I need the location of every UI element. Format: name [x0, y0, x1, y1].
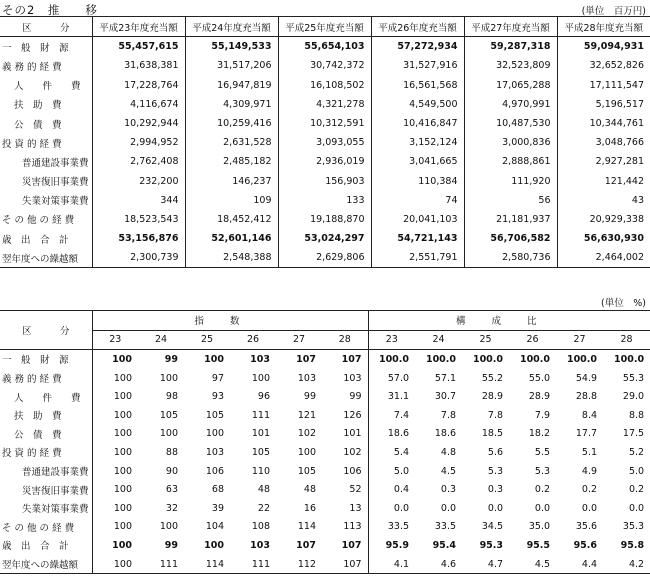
ratio-cell: 28.9: [481, 391, 504, 403]
table-row: [0, 56, 650, 75]
amount-cell: 16,947,819: [185, 76, 278, 95]
ratio-cell: 7.9: [534, 409, 551, 421]
index-cell: 100: [92, 350, 138, 369]
row-label: 歳 出 合 計: [2, 541, 69, 553]
ratio-cell: 4.1: [368, 555, 415, 574]
ratio-cell: 0.0: [628, 502, 645, 514]
table-row: [0, 172, 650, 191]
amount-cell: 2,762,408: [92, 152, 185, 171]
ratio-cell: 95.5: [526, 539, 551, 551]
row-label: 義 務 的 経 費: [2, 61, 62, 73]
ratio-cell: 18.6: [434, 428, 457, 440]
amount-cell: 56: [464, 191, 557, 210]
amount-cell: 111,920: [464, 172, 557, 191]
amount-cell: 4,321,278: [278, 95, 371, 114]
ratio-cell: 0.4: [368, 480, 415, 499]
amount-cell: 31,527,916: [371, 56, 464, 75]
ratio-cell: 100.0: [614, 353, 645, 365]
index-cell: 103: [250, 353, 270, 365]
amount-cell: 2,548,388: [185, 248, 278, 268]
amount-cell: 56,630,930: [557, 229, 650, 248]
amount-cell: 10,487,530: [464, 114, 557, 133]
index-cell: 100: [92, 425, 138, 444]
index-cell: 113: [343, 521, 362, 533]
ratio-cell: 34.5: [481, 521, 504, 533]
amount-cell: 20,929,338: [557, 210, 650, 229]
amount-cell: 2,888,861: [464, 152, 557, 171]
ratio-year-header: 28: [603, 330, 650, 350]
amount-table-header: [0, 17, 650, 37]
row-label: 失業対策事業費: [22, 504, 89, 516]
ratio-cell: 0.0: [581, 502, 598, 514]
amount-cell: 32,652,826: [557, 56, 650, 75]
ratio-cell: 5.4: [368, 443, 415, 462]
ratio-cell: 17.5: [622, 428, 645, 440]
index-cell: 16: [303, 502, 316, 514]
index-year-header: 23: [92, 330, 138, 350]
year-header: 平成27年度充当額: [464, 17, 557, 37]
index-group-header: 指数: [92, 311, 368, 331]
row-label: 扶 助 費: [14, 100, 62, 112]
amount-cell: 53,156,876: [92, 229, 185, 248]
index-cell: 100: [159, 428, 178, 440]
amount-cell: 18,523,543: [92, 210, 185, 229]
table-row: [0, 210, 650, 229]
ratio-cell: 55.3: [622, 372, 645, 384]
row-label: 普通建設事業費: [22, 157, 89, 169]
index-year-header: 25: [184, 330, 230, 350]
index-cell: 48: [257, 484, 270, 496]
ratio-cell: 5.0: [628, 465, 645, 477]
amount-cell: 10,416,847: [371, 114, 464, 133]
index-cell: 107: [296, 353, 316, 365]
amount-cell: 31,638,381: [92, 56, 185, 75]
ratio-cell: 95.9: [368, 536, 415, 555]
ratio-year-header: 24: [415, 330, 462, 350]
amount-cell: 43: [557, 191, 650, 210]
table-row: [0, 114, 650, 133]
table-row: [0, 229, 650, 248]
row-label: 扶 助 費: [14, 411, 62, 423]
index-cell: 99: [303, 391, 316, 403]
table-row: [0, 406, 650, 425]
index-cell: 126: [343, 409, 362, 421]
ratio-cell: 0.2: [581, 484, 598, 496]
index-cell: 100: [92, 462, 138, 481]
index-cell: 103: [297, 372, 316, 384]
amount-cell: 56,706,582: [464, 229, 557, 248]
table-row: [0, 462, 650, 481]
amount-cell: 17,111,547: [557, 76, 650, 95]
ratio-cell: 4.5: [509, 555, 556, 574]
index-cell: 88: [165, 446, 178, 458]
ratio-cell: 4.6: [415, 555, 462, 574]
amount-cell: 17,065,288: [464, 76, 557, 95]
index-year-header: 28: [322, 330, 368, 350]
ratio-cell: 5.3: [534, 465, 551, 477]
amount-cell: 53,024,297: [278, 229, 371, 248]
index-year-header: 26: [230, 330, 276, 350]
index-cell: 107: [296, 539, 316, 551]
index-cell: 93: [211, 391, 224, 403]
ratio-cell: 100.0: [472, 353, 504, 365]
table-row: [0, 536, 650, 555]
corner-header: 区 分: [0, 17, 92, 37]
amount-cell: 19,188,870: [278, 210, 371, 229]
amount-cell: 4,309,971: [185, 95, 278, 114]
row-label: 翌年度への繰越額: [0, 555, 92, 574]
index-cell: 101: [343, 428, 362, 440]
row-label: 災害復旧事業費: [22, 485, 89, 497]
index-cell: 52: [349, 484, 362, 496]
index-cell: 13: [349, 502, 362, 514]
index-cell: 98: [165, 391, 178, 403]
row-label: 公 債 費: [14, 429, 62, 441]
index-cell: 100: [205, 428, 224, 440]
ratio-cell: 8.4: [581, 409, 598, 421]
corner-header: 区 分: [0, 311, 92, 350]
ratio-cell: 4.7: [462, 555, 509, 574]
ratio-cell: 35.3: [622, 521, 645, 533]
index-cell: 100: [92, 406, 138, 425]
ratio-cell: 28.9: [528, 391, 551, 403]
table-row: [0, 499, 650, 518]
index-cell: 114: [184, 555, 230, 574]
ratio-cell: 100.0: [368, 350, 415, 369]
index-cell: 32: [165, 502, 178, 514]
index-cell: 107: [341, 353, 362, 365]
index-cell: 100: [92, 443, 138, 462]
year-header: 平成28年度充当額: [557, 17, 650, 37]
index-cell: 102: [297, 428, 316, 440]
amount-cell: 17,228,764: [92, 76, 185, 95]
page-title: その2 推 移: [2, 3, 98, 17]
ratio-cell: 18.6: [368, 425, 415, 444]
ratio-cell: 100.0: [425, 353, 457, 365]
table-row: [0, 480, 650, 499]
index-cell: 107: [341, 539, 362, 551]
amount-cell: 3,152,124: [371, 133, 464, 152]
index-cell: 103: [343, 372, 362, 384]
index-cell: 22: [257, 502, 270, 514]
ratio-year-header: 27: [556, 330, 603, 350]
amount-cell: 55,457,615: [92, 37, 185, 57]
amount-cell: 52,601,146: [185, 229, 278, 248]
amount-cell: 74: [371, 191, 464, 210]
ratio-cell: 31.1: [368, 387, 415, 406]
ratio-cell: 18.2: [528, 428, 551, 440]
index-cell: 100: [159, 372, 178, 384]
ratio-cell: 4.2: [603, 555, 650, 574]
index-cell: 100: [92, 536, 138, 555]
row-label: 人 件 費: [14, 392, 81, 404]
ratio-cell: 29.0: [622, 391, 645, 403]
table-row: [0, 133, 650, 152]
amount-cell: 57,272,934: [371, 37, 464, 57]
amount-cell: 2,551,791: [371, 248, 464, 268]
index-cell: 99: [164, 353, 178, 365]
ratio-cell: 55.0: [528, 372, 551, 384]
amount-cell: 2,936,019: [278, 152, 371, 171]
year-header: 平成24年度充当額: [185, 17, 278, 37]
year-header: 平成26年度充当額: [371, 17, 464, 37]
index-cell: 111: [251, 409, 270, 421]
index-cell: 108: [251, 521, 270, 533]
table-row: [0, 387, 650, 406]
ratio-cell: 28.8: [575, 391, 598, 403]
amount-cell: 2,485,182: [185, 152, 278, 171]
ratio-cell: 0.0: [487, 502, 504, 514]
amount-cell: 18,452,412: [185, 210, 278, 229]
index-cell: 100: [92, 480, 138, 499]
ratio-cell: 95.8: [620, 539, 645, 551]
index-cell: 104: [205, 521, 224, 533]
index-cell: 105: [205, 409, 224, 421]
index-cell: 114: [297, 521, 316, 533]
amount-cell: 4,549,500: [371, 95, 464, 114]
amount-cell: 133: [278, 191, 371, 210]
row-label: 投 資 的 経 費: [2, 138, 62, 150]
ratio-group-header: 構成比: [368, 311, 650, 331]
index-cell: 90: [165, 465, 178, 477]
ratio-cell: 5.2: [628, 446, 645, 458]
index-ratio-table: [0, 310, 650, 574]
index-cell: 100: [159, 521, 178, 533]
amount-cell: 2,629,806: [278, 248, 371, 268]
ratio-cell: 33.5: [368, 518, 415, 537]
amount-cell: 2,464,002: [557, 248, 650, 268]
index-cell: 105: [251, 446, 270, 458]
ratio-year-header: 25: [462, 330, 509, 350]
index-cell: 105: [159, 409, 178, 421]
index-cell: 96: [257, 391, 270, 403]
index-cell: 48: [303, 484, 316, 496]
ratio-cell: 95.4: [432, 539, 457, 551]
amount-cell: 10,344,761: [557, 114, 650, 133]
ratio-cell: 0.2: [628, 484, 645, 496]
index-cell: 68: [211, 484, 224, 496]
ratio-cell: 35.0: [528, 521, 551, 533]
index-cell: 100: [92, 387, 138, 406]
amount-cell: 2,300,739: [92, 248, 185, 268]
amount-cell: 55,654,103: [278, 37, 371, 57]
ratio-year-header: 23: [368, 330, 415, 350]
index-cell: 105: [297, 465, 316, 477]
amount-cell: 110,384: [371, 172, 464, 191]
row-label: 普通建設事業費: [22, 467, 89, 479]
ratio-year-header: 26: [509, 330, 556, 350]
ratio-cell: 4.4: [556, 555, 603, 574]
ratio-cell: 0.0: [440, 502, 457, 514]
index-cell: 39: [211, 502, 224, 514]
amount-cell: 146,237: [185, 172, 278, 191]
ratio-cell: 0.2: [534, 484, 551, 496]
index-cell: 121: [297, 409, 316, 421]
index-cell: 107: [322, 555, 368, 574]
amount-cell: 55,149,533: [185, 37, 278, 57]
table-row: [0, 518, 650, 537]
ratio-cell: 95.6: [573, 539, 598, 551]
index-cell: 100: [204, 353, 224, 365]
index-cell: 102: [343, 446, 362, 458]
ratio-cell: 0.3: [440, 484, 457, 496]
ratio-cell: 5.5: [534, 446, 551, 458]
ratio-cell: 17.7: [575, 428, 598, 440]
amount-cell: 16,561,568: [371, 76, 464, 95]
amount-cell: 21,181,937: [464, 210, 557, 229]
index-cell: 100: [297, 446, 316, 458]
index-cell: 100: [92, 499, 138, 518]
row-label: 失業対策事業費: [22, 196, 89, 208]
amount-cell: 10,292,944: [92, 114, 185, 133]
ratio-cell: 54.9: [575, 372, 598, 384]
row-label: 義 務 的 経 費: [2, 374, 62, 386]
ratio-cell: 4.8: [440, 446, 457, 458]
ratio-cell: 5.1: [581, 446, 598, 458]
index-cell: 110: [251, 465, 270, 477]
index-cell: 99: [349, 391, 362, 403]
index-year-header: 27: [276, 330, 322, 350]
table-row: [0, 369, 650, 388]
amount-cell: 4,116,674: [92, 95, 185, 114]
unit-label-bottom: (単位 %): [601, 298, 646, 309]
index-cell: 103: [250, 539, 270, 551]
index-cell: 111: [230, 555, 276, 574]
index-cell: 111: [138, 555, 184, 574]
ratio-cell: 100.0: [519, 353, 551, 365]
index-cell: 63: [165, 484, 178, 496]
ratio-cell: 0.3: [487, 484, 504, 496]
ratio-cell: 18.5: [481, 428, 504, 440]
amount-cell: 59,094,931: [557, 37, 650, 57]
amount-cell: 109: [185, 191, 278, 210]
amount-cell: 121,442: [557, 172, 650, 191]
amount-cell: 3,000,836: [464, 133, 557, 152]
ratio-cell: 4.9: [581, 465, 598, 477]
table-row: [0, 443, 650, 462]
amount-cell: 2,994,952: [92, 133, 185, 152]
row-label: 翌年度への繰越額: [0, 248, 92, 268]
ratio-cell: 7.8: [440, 409, 457, 421]
index-cell: 100: [92, 555, 138, 574]
amount-cell: 10,312,591: [278, 114, 371, 133]
index-cell: 99: [164, 539, 178, 551]
amount-cell: 344: [92, 191, 185, 210]
row-label: 歳 出 合 計: [2, 234, 69, 246]
table-row: [0, 37, 650, 57]
ratio-cell: 7.8: [487, 409, 504, 421]
amount-cell: 3,048,766: [557, 133, 650, 152]
ratio-cell: 55.2: [481, 372, 504, 384]
row-label: そ の 他 の 経 費: [2, 522, 75, 534]
amount-cell: 4,970,991: [464, 95, 557, 114]
ratio-cell: 5.3: [487, 465, 504, 477]
ratio-cell: 35.6: [575, 521, 598, 533]
index-cell: 97: [211, 372, 224, 384]
amount-cell: 30,742,372: [278, 56, 371, 75]
amount-cell: 20,041,103: [371, 210, 464, 229]
index-cell: 106: [343, 465, 362, 477]
ratio-cell: 4.5: [440, 465, 457, 477]
ratio-cell: 7.4: [368, 406, 415, 425]
ratio-cell: 0.0: [534, 502, 551, 514]
row-label: 投 資 的 経 費: [2, 448, 62, 460]
amount-cell: 31,517,206: [185, 56, 278, 75]
table-row: [0, 248, 650, 268]
amount-cell: 3,093,055: [278, 133, 371, 152]
table-row: [0, 152, 650, 171]
ratio-cell: 8.8: [628, 409, 645, 421]
amount-cell: 2,927,281: [557, 152, 650, 171]
amount-cell: 5,196,517: [557, 95, 650, 114]
ratio-cell: 100.0: [566, 353, 598, 365]
table-row: [0, 95, 650, 114]
index-cell: 100: [92, 369, 138, 388]
table-row: [0, 425, 650, 444]
amount-cell: 59,287,318: [464, 37, 557, 57]
row-label: 人 件 費: [14, 81, 81, 93]
table-row: [0, 555, 650, 574]
row-label: 公 債 費: [14, 119, 62, 131]
row-label: 一 般 財 源: [2, 42, 69, 54]
index-cell: 100: [92, 518, 138, 537]
amount-cell: 10,259,416: [185, 114, 278, 133]
row-label: 一 般 財 源: [2, 355, 69, 367]
row-label: 災害復旧事業費: [22, 177, 89, 189]
unit-label-top: (単位 百万円): [581, 6, 646, 17]
amount-cell: 32,523,809: [464, 56, 557, 75]
index-year-header: 24: [138, 330, 184, 350]
index-cell: 100: [204, 539, 224, 551]
amount-cell: 3,041,665: [371, 152, 464, 171]
amount-cell: 54,721,143: [371, 229, 464, 248]
amount-cell: 2,631,528: [185, 133, 278, 152]
amount-table: [0, 16, 650, 268]
index-cell: 100: [251, 372, 270, 384]
table-row: [0, 350, 650, 369]
table-row: [0, 191, 650, 210]
amount-cell: 2,580,736: [464, 248, 557, 268]
amount-cell: 16,108,502: [278, 76, 371, 95]
index-cell: 106: [205, 465, 224, 477]
index-cell: 103: [205, 446, 224, 458]
amount-cell: 156,903: [278, 172, 371, 191]
table-row: [0, 76, 650, 95]
ratio-cell: 5.0: [368, 462, 415, 481]
ratio-cell: 95.3: [479, 539, 504, 551]
index-cell: 101: [251, 428, 270, 440]
year-header: 平成23年度充当額: [92, 17, 185, 37]
ratio-cell: 57.1: [434, 372, 457, 384]
ratio-cell: 0.0: [368, 499, 415, 518]
amount-cell: 232,200: [92, 172, 185, 191]
year-header: 平成25年度充当額: [278, 17, 371, 37]
ratio-cell: 5.6: [487, 446, 504, 458]
ratio-cell: 57.0: [368, 369, 415, 388]
row-label: そ の 他 の 経 費: [2, 215, 75, 227]
ratio-cell: 30.7: [434, 391, 457, 403]
ratio-cell: 33.5: [434, 521, 457, 533]
index-cell: 112: [276, 555, 322, 574]
